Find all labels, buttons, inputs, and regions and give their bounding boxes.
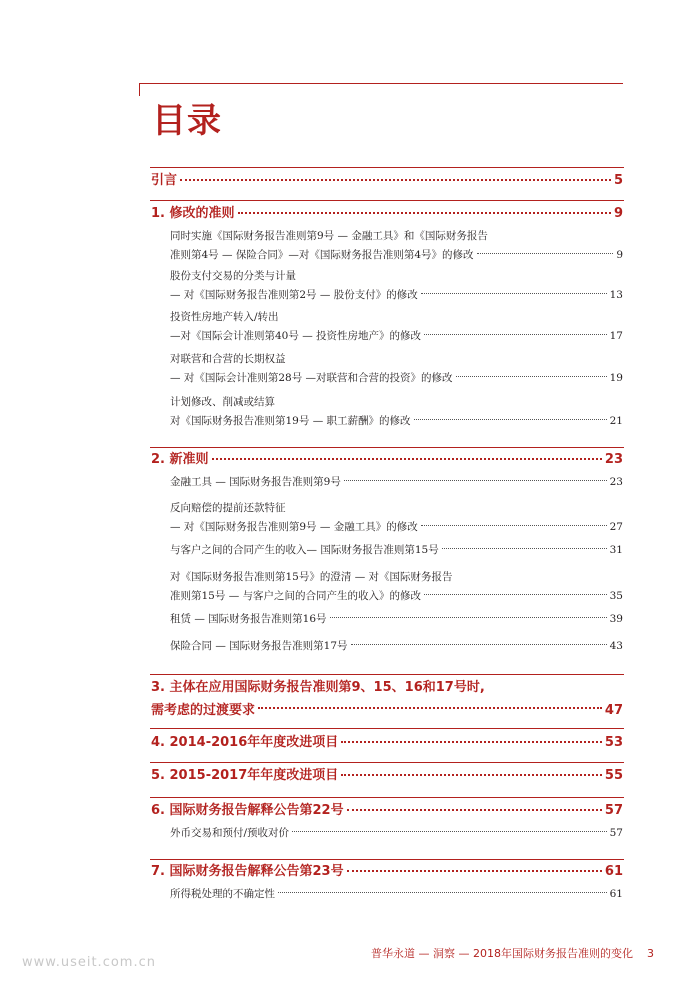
dot-leader xyxy=(421,525,607,526)
section-label: 引言 xyxy=(151,173,178,188)
dot-leader xyxy=(212,458,602,460)
page-number: 47 xyxy=(604,703,623,718)
footer-text: 普华永道 — 洞察 — 2018年国际财务报告准则的变化 xyxy=(371,947,633,960)
page-number: 17 xyxy=(609,330,623,342)
entry-line: 投资性房地产转入/转出 xyxy=(170,311,279,323)
entry-line: 准则第15号 — 与客户之间的合同产生的收入》的修改 xyxy=(170,590,422,602)
toc-entry[interactable] xyxy=(170,499,623,537)
dot-leader xyxy=(456,376,607,377)
dot-leader xyxy=(421,293,607,294)
page-number: 13 xyxy=(609,289,623,301)
entry-line: — 对《国际会计准则第28号 —对联营和合营的投资》的修改 xyxy=(170,372,453,384)
section-rule xyxy=(150,797,624,798)
section-rule xyxy=(150,200,624,201)
section-label: 6. 国际财务报告解释公告第22号 xyxy=(151,803,344,818)
page-number: 57 xyxy=(604,803,623,818)
entry-line: 同时实施《国际财务报告准则第9号 — 金融工具》和《国际财务报告 xyxy=(170,230,488,242)
dot-leader xyxy=(238,212,611,214)
toc-section-3[interactable] xyxy=(151,676,623,722)
toc-section-intro[interactable] xyxy=(151,173,623,189)
toc-entry[interactable] xyxy=(170,637,623,656)
entry-line: 计划修改、削减或结算 xyxy=(170,396,275,408)
section-rule xyxy=(150,762,624,763)
entry-line: 金融工具 — 国际财务报告准则第9号 xyxy=(170,476,341,488)
toc-entry[interactable] xyxy=(170,473,623,492)
section-rule xyxy=(150,728,624,729)
page-number: 43 xyxy=(609,640,623,652)
page-number: 9 xyxy=(616,249,623,261)
entry-line: — 对《国际财务报告准则第9号 — 金融工具》的修改 xyxy=(170,521,418,533)
section-label: 1. 修改的准则 xyxy=(151,206,235,221)
dot-leader xyxy=(442,548,607,549)
toc-entry[interactable] xyxy=(170,350,623,388)
page-number: 23 xyxy=(604,452,623,467)
entry-line: 准则第4号 — 保险合同》—对《国际财务报告准则第4号》的修改 xyxy=(170,249,474,261)
entry-line: 租赁 — 国际财务报告准则第16号 xyxy=(170,613,327,625)
page-number: 61 xyxy=(609,888,623,900)
entry-line: 保险合同 — 国际财务报告准则第17号 xyxy=(170,640,348,652)
toc-section-6[interactable] xyxy=(151,803,623,819)
dot-leader xyxy=(180,179,611,181)
section-label: 5. 2015-2017年年度改进项目 xyxy=(151,768,339,783)
toc-entry[interactable] xyxy=(170,393,623,431)
page-number: 39 xyxy=(609,613,623,625)
page-number: 9 xyxy=(613,206,623,221)
toc-section-2[interactable] xyxy=(151,452,623,468)
page-number: 35 xyxy=(609,590,623,602)
toc-entry[interactable] xyxy=(170,308,623,346)
toc-entry[interactable] xyxy=(170,267,623,305)
entry-line: 与客户之间的合同产生的收入— 国际财务报告准则第15号 xyxy=(170,544,439,556)
section-label: 7. 国际财务报告解释公告第23号 xyxy=(151,864,344,879)
entry-line: — 对《国际财务报告准则第2号 — 股份支付》的修改 xyxy=(170,289,418,301)
entry-line: 所得税处理的不确定性 xyxy=(170,888,275,900)
dot-leader xyxy=(341,774,602,776)
toc-section-7[interactable] xyxy=(151,864,623,880)
page-number: 53 xyxy=(604,735,623,750)
dot-leader xyxy=(344,480,607,481)
section-label: 3. 主体在应用国际财务报告准则第9、15、16和17号时, xyxy=(151,680,485,695)
page-number: 57 xyxy=(609,827,623,839)
dot-leader xyxy=(341,741,602,743)
toc-section-1[interactable] xyxy=(151,206,623,222)
dot-leader xyxy=(424,594,607,595)
page-title: 目录 xyxy=(152,101,222,141)
dot-leader xyxy=(258,707,602,709)
dot-leader xyxy=(292,831,607,832)
toc-section-5[interactable] xyxy=(151,768,623,784)
dot-leader xyxy=(278,892,607,893)
toc-entry[interactable] xyxy=(170,824,623,843)
page-number: 61 xyxy=(604,864,623,879)
watermark: www.useit.com.cn xyxy=(22,955,156,970)
section-rule xyxy=(150,674,624,675)
entry-line: 对联营和合营的长期权益 xyxy=(170,353,286,365)
footer-page-number: 3 xyxy=(647,947,654,960)
dot-leader xyxy=(414,419,607,420)
entry-line: 股份支付交易的分类与计量 xyxy=(170,270,296,282)
toc-entry[interactable] xyxy=(170,227,623,265)
section-label: 2. 新准则 xyxy=(151,452,209,467)
dot-leader xyxy=(347,809,602,811)
page-number: 19 xyxy=(609,372,623,384)
page-number: 23 xyxy=(609,476,623,488)
page-number: 55 xyxy=(604,768,623,783)
entry-line: 对《国际财务报告准则第19号 — 职工薪酬》的修改 xyxy=(170,415,411,427)
page-number: 5 xyxy=(613,173,623,188)
section-rule xyxy=(150,167,624,168)
toc-entry[interactable] xyxy=(170,885,623,904)
page-number: 21 xyxy=(609,415,623,427)
toc-entry[interactable] xyxy=(170,541,623,560)
entry-line: 反向赔偿的提前还款特征 xyxy=(170,502,286,514)
entry-line: —对《国际会计准则第40号 — 投资性房地产》的修改 xyxy=(170,330,422,342)
page-number: 31 xyxy=(609,544,623,556)
section-rule xyxy=(150,447,624,448)
entry-line: 对《国际财务报告准则第15号》的澄清 — 对《国际财务报告 xyxy=(170,571,453,583)
section-label: 需考虑的过渡要求 xyxy=(151,703,256,718)
toc-entry[interactable] xyxy=(170,568,623,606)
entry-line: 外币交易和预付/预收对价 xyxy=(170,827,290,839)
toc-entry[interactable] xyxy=(170,610,623,629)
dot-leader xyxy=(347,870,602,872)
dot-leader xyxy=(477,253,614,254)
dot-leader xyxy=(330,617,607,618)
dot-leader xyxy=(351,644,607,645)
section-label: 4. 2014-2016年年度改进项目 xyxy=(151,735,339,750)
dot-leader xyxy=(424,334,607,335)
page-number: 27 xyxy=(609,521,623,533)
section-rule xyxy=(150,859,624,860)
page-footer xyxy=(371,945,654,961)
toc-section-4[interactable] xyxy=(151,735,623,751)
